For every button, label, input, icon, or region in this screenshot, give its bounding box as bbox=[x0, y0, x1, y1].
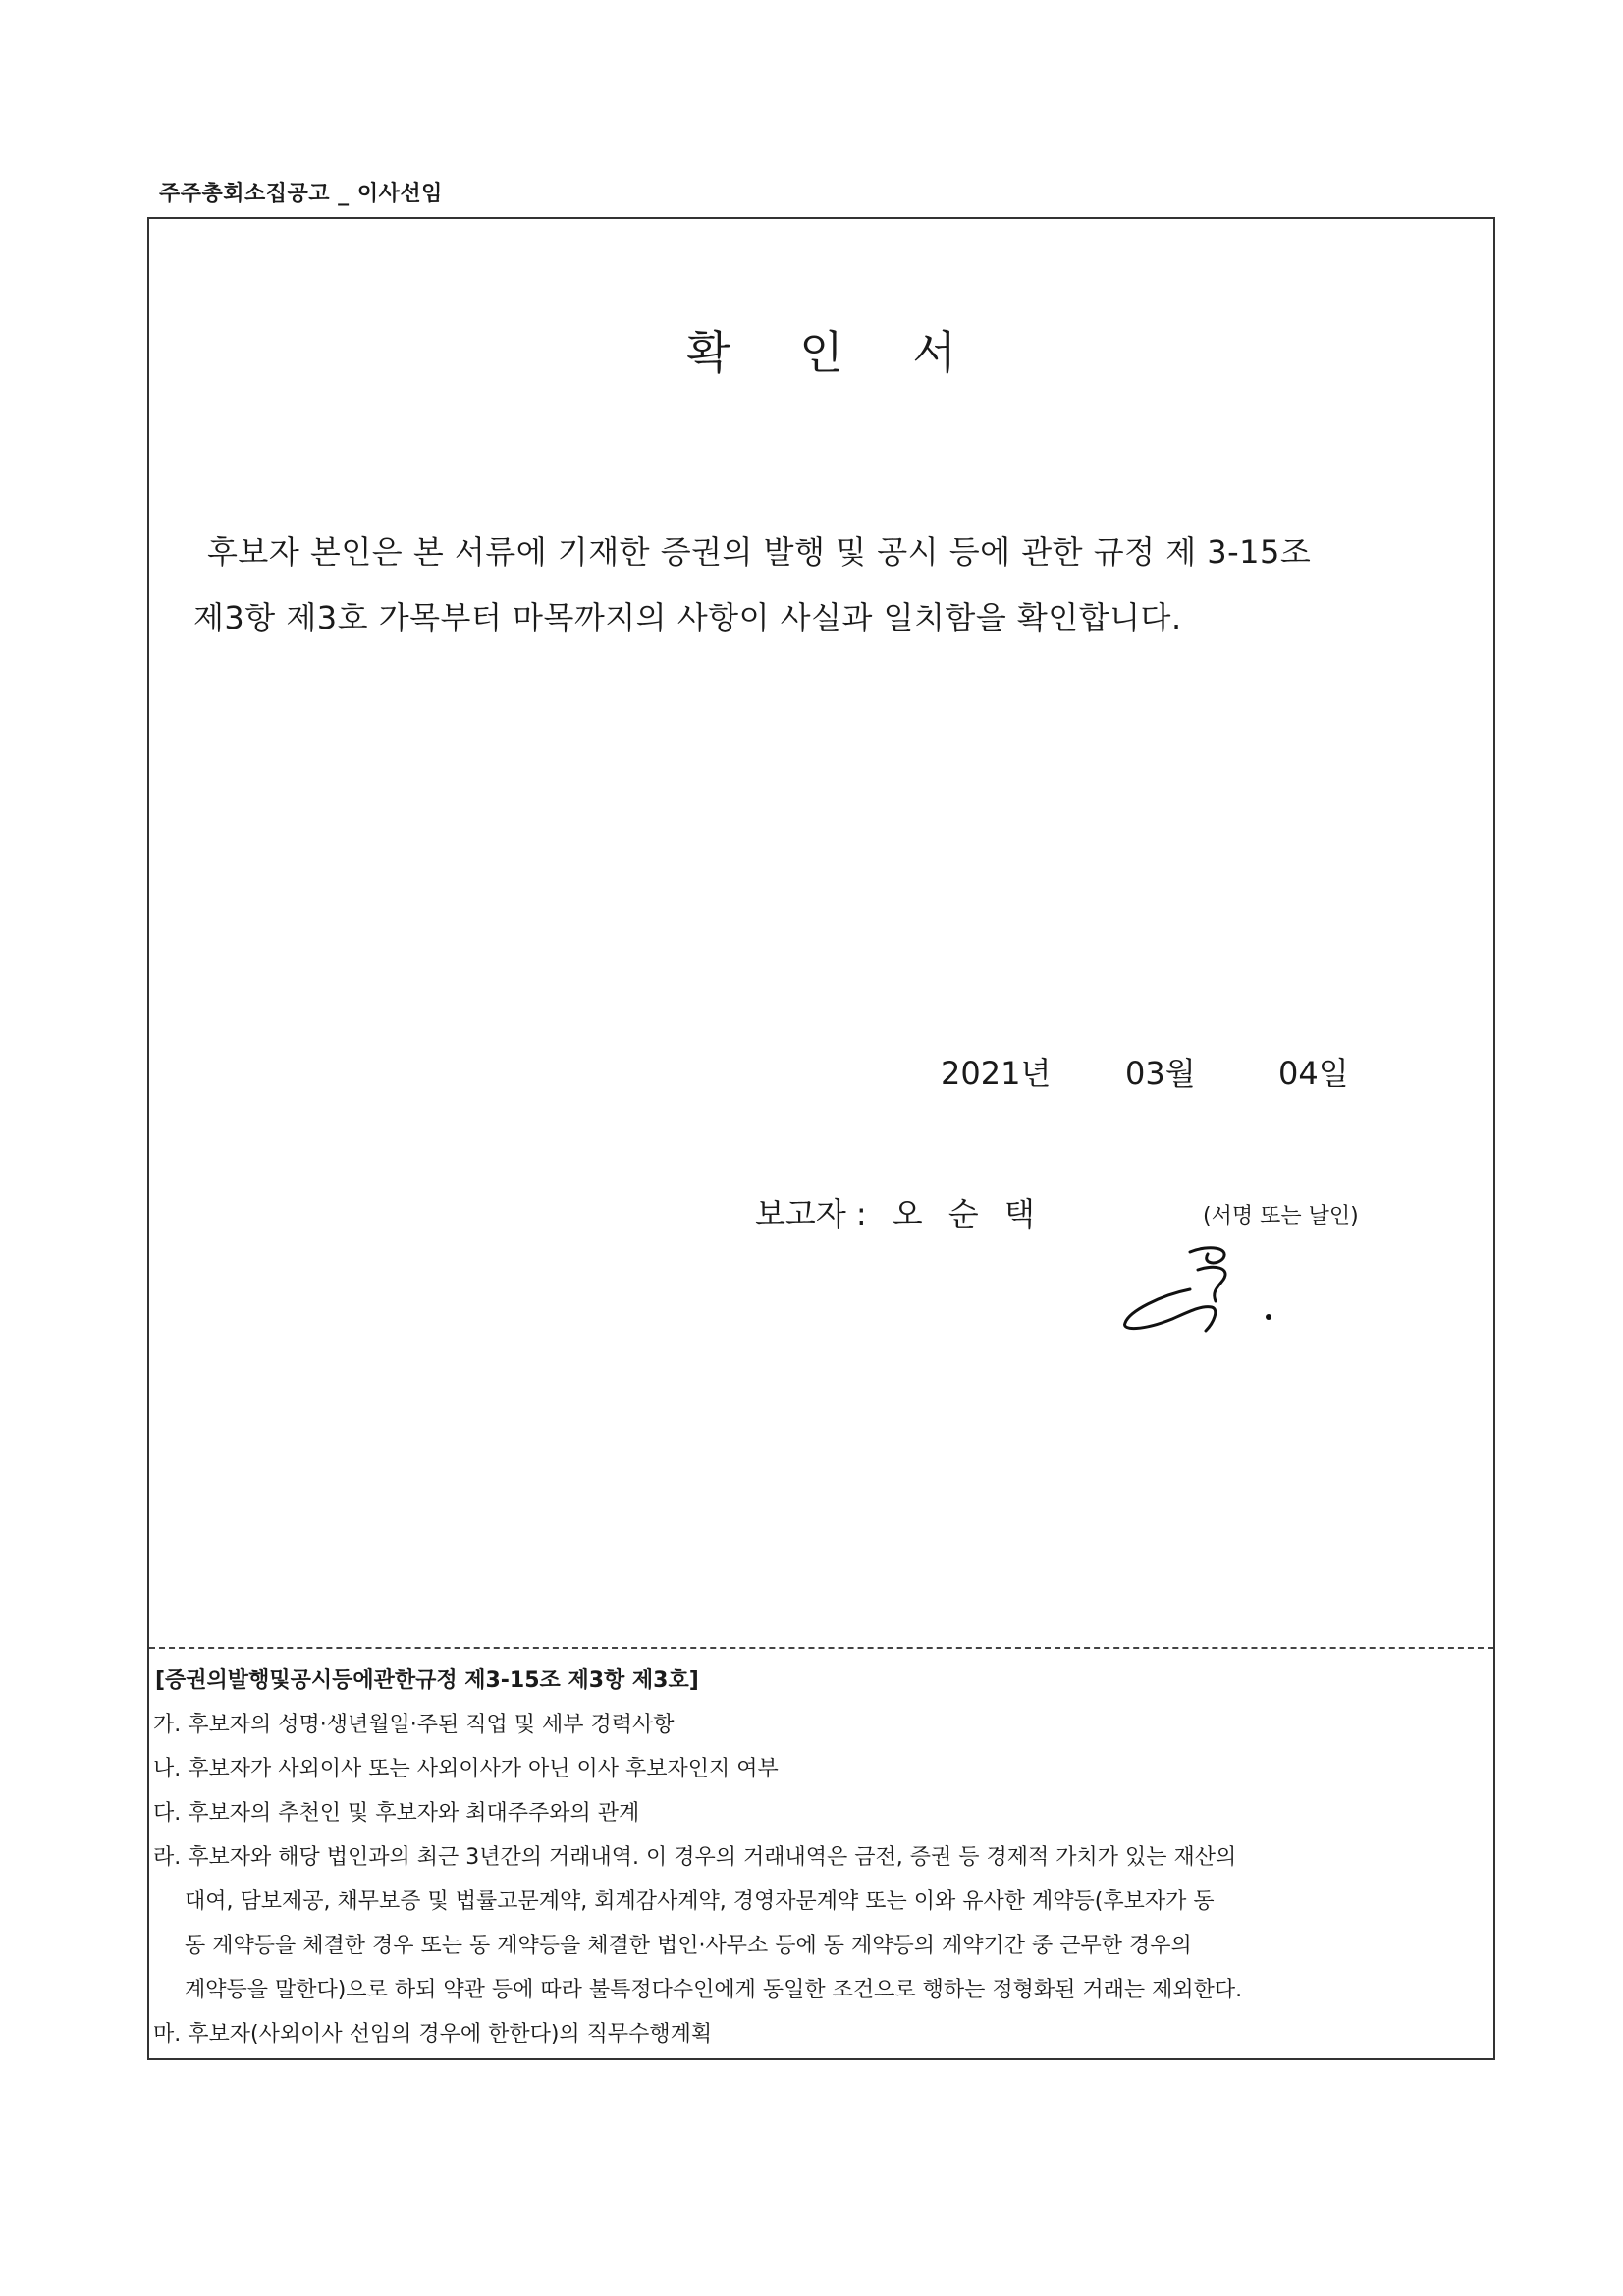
note-item-da: 다. 후보자의 추천인 및 후보자와 최대주주와의 관계 bbox=[153, 1801, 640, 1826]
note-item-ra-cont-1: 대여, 담보제공, 채무보증 및 법률고문계약, 회계감사계약, 경영자문계약 또는 이와 유사한 계약등(후보자가 동 bbox=[185, 1889, 1215, 1914]
note-item-ga: 가. 후보자의 성명·생년월일·주된 직업 및 세부 경력사항 bbox=[153, 1713, 675, 1737]
regulation-notes bbox=[153, 1659, 1488, 2056]
body-line-2: 제3항 제3호 가목부터 마목까지의 사항이 사실과 일치함을 확인합니다. bbox=[193, 599, 1182, 636]
note-item-ra-cont-3: 계약등을 말한다)으로 하되 약관 등에 따라 불특정다수인에게 동일한 조건으로 행하는 정형화된 거래는 제외한다. bbox=[185, 1978, 1243, 2002]
note-item-ma: 마. 후보자(사외이사 선임의 경우에 한한다)의 직무수행계획 bbox=[153, 2022, 713, 2047]
body-line-1: 후보자 본인은 본 서류에 기재한 증권의 발행 및 공시 등에 관한 규정 제 3-15조 bbox=[207, 533, 1312, 571]
note-item-ra: 라. 후보자와 해당 법인과의 최근 3년간의 거래내역. 이 경우의 거래내역은 금전, 증권 등 경제적 가치가 있는 재산의 bbox=[153, 1845, 1237, 1870]
signature-note: (서명 또는 날인) bbox=[1203, 1204, 1359, 1229]
notes-title: [증권의발행및공시등에관한규정 제3-15조 제3항 제3호] bbox=[155, 1668, 699, 1693]
reporter-name: 오 순 택 bbox=[892, 1195, 1043, 1232]
reporter-row bbox=[755, 1189, 1043, 1234]
handwritten-signature bbox=[1121, 1240, 1298, 1348]
confirmation-body bbox=[193, 519, 1450, 651]
document-frame bbox=[147, 217, 1495, 2060]
date-month: 03월 bbox=[1125, 1055, 1196, 1092]
notice-header-label: 주주총회소집공고 _ 이사선임 bbox=[159, 182, 443, 206]
note-item-na: 나. 후보자가 사외이사 또는 사외이사가 아닌 이사 후보자인지 여부 bbox=[153, 1757, 779, 1781]
reporter-label: 보고자 : bbox=[755, 1195, 867, 1232]
date-year: 2021년 bbox=[941, 1055, 1052, 1092]
document-title: 확 인 서 bbox=[686, 326, 984, 379]
date-day: 04일 bbox=[1278, 1055, 1349, 1092]
date-row bbox=[941, 1049, 1349, 1094]
note-item-ra-cont-2: 동 계약등을 체결한 경우 또는 동 계약등을 체결한 법인·사무소 등에 동 계약등의 계약기간 중 근무한 경우의 bbox=[185, 1934, 1192, 1958]
notes-divider bbox=[149, 1647, 1493, 1649]
